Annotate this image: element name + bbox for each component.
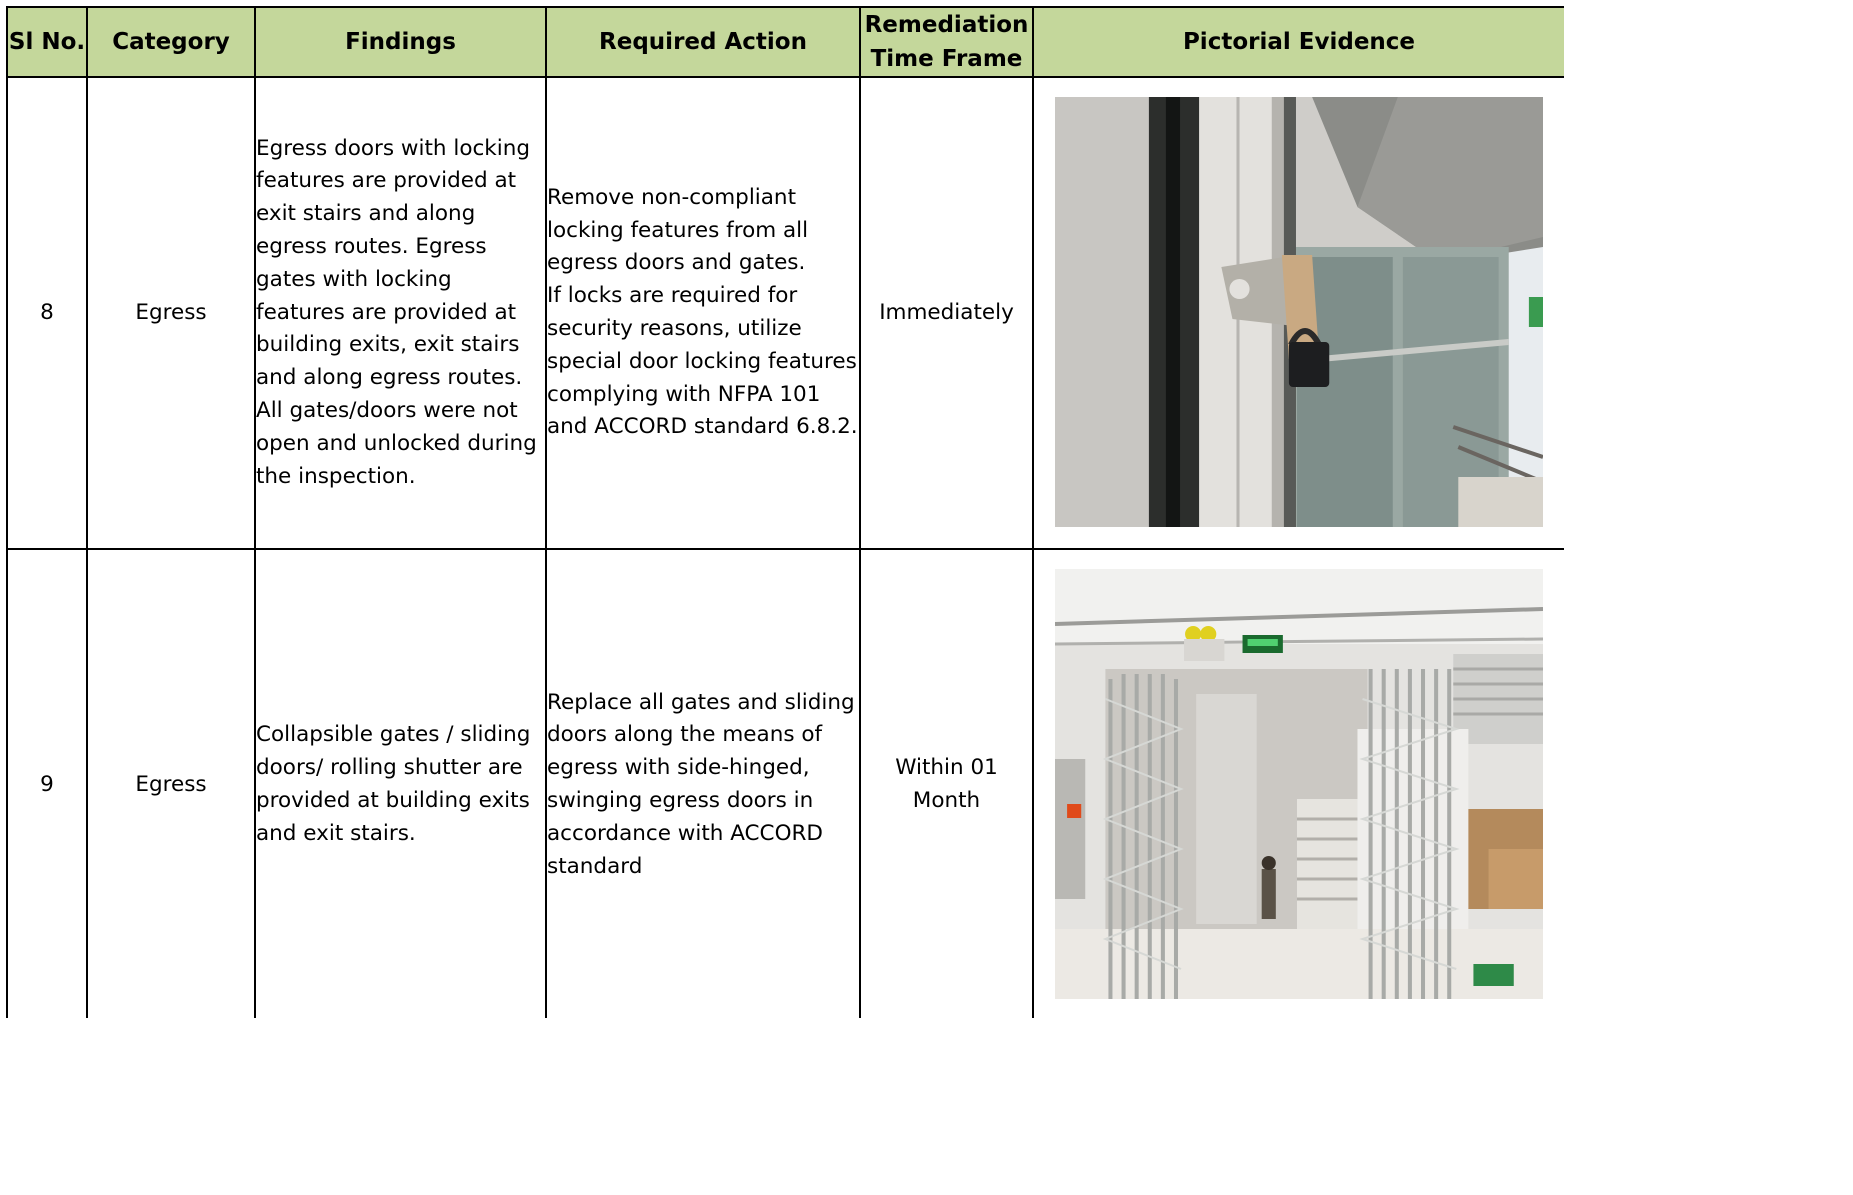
table-row <box>7 549 1564 1018</box>
header-remediation-time-frame: Remediation Time Frame <box>860 7 1033 77</box>
header-findings: Findings <box>255 7 546 77</box>
required-action-line: If locks are required for security reasons, utilize special door locking features complying with NFPA 101 and ACCORD standard 6.8.2. <box>547 283 858 440</box>
cell-findings: Collapsible gates / sliding doors/ rolling shutter are provided at building exits and exit stairs. <box>255 549 546 1018</box>
padlocked-door-photo-icon <box>1055 97 1543 527</box>
cell-sl-no: 8 <box>7 77 87 549</box>
header-sl-no: Sl No. <box>7 7 87 77</box>
cell-required-action <box>546 549 860 1018</box>
cell-remediation-time-frame: Within 01 Month <box>860 549 1033 1018</box>
cell-remediation-time-frame: Immediately <box>860 77 1033 549</box>
header-pictorial-evidence: Pictorial Evidence <box>1033 7 1564 77</box>
cell-category: Egress <box>87 77 255 549</box>
cell-findings: Egress doors with locking features are provided at exit stairs and along egress routes. Egress gates with locking features are provided at building exits, exit stairs and along egress routes. All gates/doors were not open and unlocked during the inspection. <box>255 77 546 549</box>
table-row <box>7 77 1564 549</box>
cell-category: Egress <box>87 549 255 1018</box>
header-required-action: Required Action <box>546 7 860 77</box>
cell-required-action <box>546 77 860 549</box>
findings-sheet <box>6 6 1564 1018</box>
cell-pictorial-evidence <box>1033 549 1564 1018</box>
cell-sl-no: 9 <box>7 549 87 1018</box>
header-row <box>7 7 1564 77</box>
required-action-line: Replace all gates and sliding doors along the means of egress with side-hinged, swinging egress doors in accordance with ACCORD standard <box>547 689 855 879</box>
cell-pictorial-evidence <box>1033 77 1564 549</box>
collapsible-gate-photo-icon <box>1055 569 1543 999</box>
findings-table <box>6 6 1564 1018</box>
required-action-line: Remove non-compliant locking features from all egress doors and gates. <box>547 184 809 276</box>
header-category: Category <box>87 7 255 77</box>
